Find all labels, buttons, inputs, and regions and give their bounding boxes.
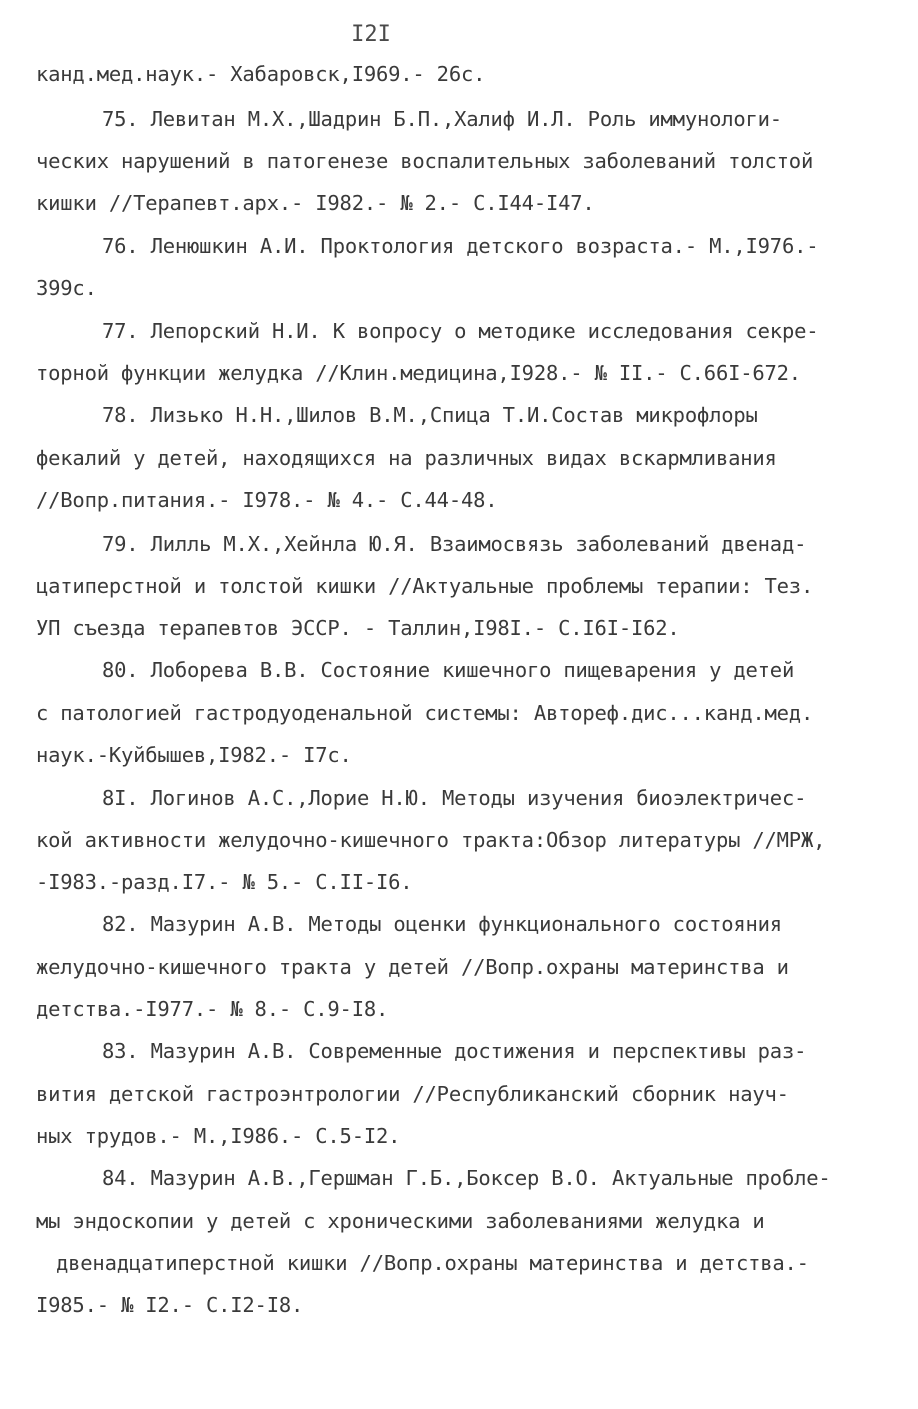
text-line: канд.мед.наук.- Хабаровск,I969.- 26с. bbox=[36, 62, 486, 86]
text-line: 78. Лизько Н.Н.,Шилов В.М.,Спица Т.И.Состав микрофлоры bbox=[102, 403, 758, 427]
text-line: вития детской гастроэнтрологии //Республиканский сборник науч- bbox=[36, 1082, 789, 1106]
text-line: УП съезда терапевтов ЭССР. - Таллин,I98I.- С.I6I-I62. bbox=[36, 616, 680, 640]
text-line: 8I. Логинов А.С.,Лорие Н.Ю. Методы изучения биоэлектричес- bbox=[102, 786, 807, 810]
text-line: //Вопр.питания.- I978.- № 4.- С.44-48. bbox=[36, 488, 498, 512]
text-line: I985.- № I2.- С.I2-I8. bbox=[36, 1293, 304, 1317]
text-line: -I983.-разд.I7.- № 5.- С.II-I6. bbox=[36, 870, 413, 894]
text-line: 80. Лоборева В.В. Состояние кишечного пищеварения у детей bbox=[102, 658, 795, 682]
text-line: 76. Ленюшкин А.И. Проктология детского возраста.- М.,I976.- bbox=[102, 234, 819, 258]
text-line: двенадцатиперстной кишки //Вопр.охраны материнства и детства.- bbox=[56, 1251, 809, 1275]
text-line: 83. Мазурин А.В. Современные достижения и перспективы раз- bbox=[102, 1039, 807, 1063]
text-line: ческих нарушений в патогенезе воспалительных заболеваний толстой bbox=[36, 149, 814, 173]
text-line: фекалий у детей, находящихся на различных видах вскармливания bbox=[36, 446, 777, 470]
text-line: ных трудов.- М.,I986.- С.5-I2. bbox=[36, 1124, 401, 1148]
text-line: 75. Левитан М.Х.,Шадрин Б.П.,Халиф И.Л. Роль иммунологи- bbox=[102, 107, 782, 131]
text-line: 77. Лепорский Н.И. К вопросу о методике исследования секре- bbox=[102, 319, 819, 343]
text-line: детства.-I977.- № 8.- С.9-I8. bbox=[36, 997, 389, 1021]
text-line: мы эндоскопии у детей с хроническими заболеваниями желудка и bbox=[36, 1209, 765, 1233]
text-line: кой активности желудочно-кишечного тракта:Обзор литературы //МРЖ, bbox=[36, 828, 826, 852]
page-number: I2I bbox=[351, 22, 391, 47]
text-line: желудочно-кишечного тракта у детей //Вопр.охраны материнства и bbox=[36, 955, 789, 979]
text-line: наук.-Куйбышев,I982.- I7с. bbox=[36, 743, 352, 767]
text-line: цатиперстной и толстой кишки //Актуальные проблемы терапии: Тез. bbox=[36, 574, 814, 598]
text-line: 84. Мазурин А.В.,Гершман Г.Б.,Боксер В.О. Актуальные пробле- bbox=[102, 1166, 831, 1190]
text-line: 399с. bbox=[36, 276, 97, 300]
text-line: торной функции желудка //Клин.медицина,I928.- № II.- С.66I-672. bbox=[36, 361, 801, 385]
text-line: с патологией гастродуоденальной системы: Автореф.дис...канд.мед. bbox=[36, 701, 814, 725]
text-line: 79. Лилль М.Х.,Хейнла Ю.Я. Взаимосвязь заболеваний двенад- bbox=[102, 532, 807, 556]
text-line: кишки //Терапевт.арх.- I982.- № 2.- С.I44-I47. bbox=[36, 191, 595, 215]
text-line: 82. Мазурин А.В. Методы оценки функционального состояния bbox=[102, 912, 782, 936]
